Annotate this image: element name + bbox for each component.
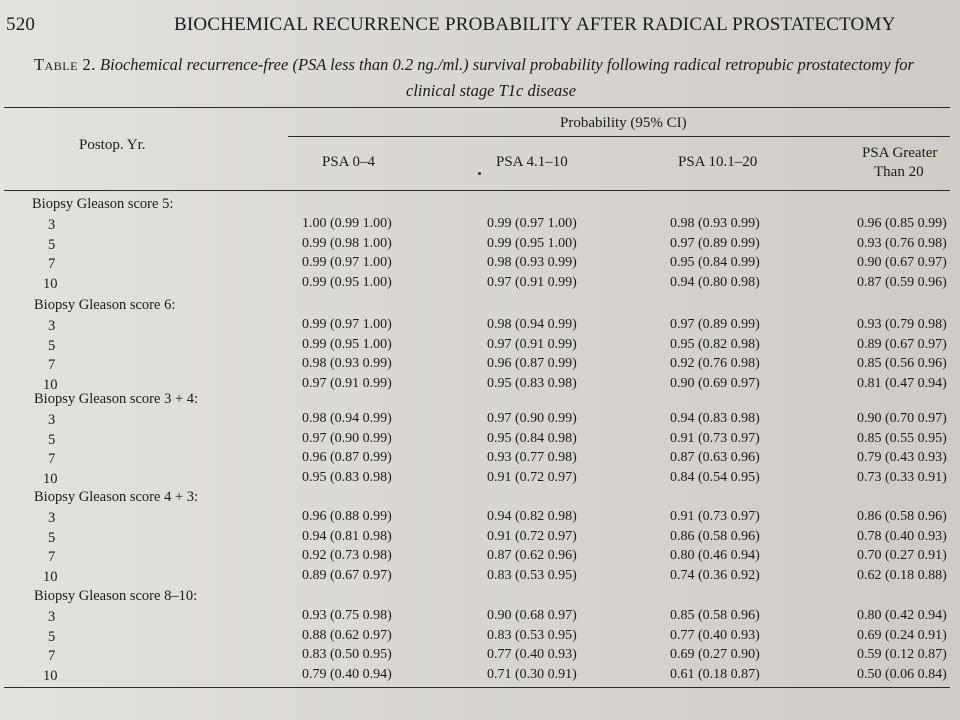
postop-year: 10 <box>43 667 58 684</box>
probability-cell: 0.93 (0.75 0.98) <box>302 608 392 623</box>
probability-cell: 0.97 (0.90 0.99) <box>487 411 577 426</box>
probability-cell: 0.85 (0.56 0.96) <box>857 356 947 371</box>
probability-cell: 0.99 (0.97 1.00) <box>302 317 392 332</box>
probability-cell: 0.97 (0.89 0.99) <box>670 317 760 332</box>
header-bottom-rule <box>4 190 950 191</box>
probability-cell: 0.88 (0.62 0.97) <box>302 627 392 643</box>
probability-cell: 0.90 (0.70 0.97) <box>857 411 947 426</box>
probability-cell: 0.78 (0.40 0.93) <box>857 528 947 544</box>
print-speck <box>478 172 481 175</box>
probability-cell: 0.69 (0.27 0.90) <box>670 647 760 662</box>
postop-year: 10 <box>43 568 58 585</box>
postop-year: 5 <box>48 236 56 253</box>
probability-cell: 0.92 (0.73 0.98) <box>302 548 392 563</box>
probability-cell: 0.69 (0.24 0.91) <box>857 627 947 643</box>
running-head <box>6 12 950 42</box>
probability-cell: 0.94 (0.81 0.98) <box>302 528 392 544</box>
probability-cell: 0.86 (0.58 0.96) <box>670 528 760 544</box>
probability-cell: 0.99 (0.98 1.00) <box>302 235 392 251</box>
probability-cell: 0.90 (0.68 0.97) <box>487 608 577 623</box>
group-label: Biopsy Gleason score 3 + 4: <box>34 391 199 407</box>
table-bottom-rule <box>4 687 950 688</box>
probability-cell: 0.99 (0.95 1.00) <box>302 336 392 352</box>
probability-cell: 0.50 (0.06 0.84) <box>857 666 947 682</box>
probability-cell: 0.96 (0.85 0.99) <box>857 216 947 231</box>
probability-cell: 0.93 (0.77 0.98) <box>487 450 577 465</box>
postop-year: 7 <box>48 256 56 272</box>
probability-cell: 0.80 (0.42 0.94) <box>857 608 947 623</box>
probability-cell: 0.84 (0.54 0.95) <box>670 469 760 485</box>
probability-cell: 0.95 (0.84 0.98) <box>487 430 577 446</box>
probability-cell: 1.00 (0.99 1.00) <box>302 216 392 231</box>
probability-cell: 0.83 (0.50 0.95) <box>302 647 392 662</box>
probability-cell: 0.89 (0.67 0.97) <box>857 336 947 352</box>
probability-cell: 0.99 (0.97 1.00) <box>302 255 392 270</box>
column-header-psa-over-20-line-2: Than 20 <box>874 164 924 180</box>
probability-cell: 0.96 (0.88 0.99) <box>302 509 392 524</box>
spanner-header: Probability (95% CI) <box>560 115 687 131</box>
probability-cell: 0.81 (0.47 0.94) <box>857 375 947 391</box>
probability-cell: 0.95 (0.83 0.98) <box>487 375 577 391</box>
probability-cell: 0.79 (0.43 0.93) <box>857 450 947 465</box>
probability-cell: 0.80 (0.46 0.94) <box>670 548 760 563</box>
postop-year: 5 <box>48 337 56 354</box>
probability-cell: 0.99 (0.95 1.00) <box>487 235 577 251</box>
probability-cell: 0.94 (0.82 0.98) <box>487 509 577 524</box>
probability-cell: 0.91 (0.72 0.97) <box>487 528 577 544</box>
probability-cell: 0.90 (0.67 0.97) <box>857 255 947 270</box>
probability-cell: 0.95 (0.82 0.98) <box>670 336 760 352</box>
probability-cell: 0.98 (0.93 0.99) <box>302 356 392 371</box>
probability-cell: 0.70 (0.27 0.91) <box>857 548 947 563</box>
probability-cell: 0.98 (0.94 0.99) <box>487 317 577 332</box>
probability-cell: 0.99 (0.95 1.00) <box>302 274 392 290</box>
page-number: 520 <box>6 14 36 35</box>
postop-year: 7 <box>48 648 56 664</box>
postop-year: 7 <box>48 549 56 565</box>
probability-cell: 0.90 (0.69 0.97) <box>670 375 760 391</box>
probability-cell: 0.79 (0.40 0.94) <box>302 666 392 682</box>
probability-cell: 0.95 (0.83 0.98) <box>302 469 392 485</box>
group-label: Biopsy Gleason score 6: <box>34 297 176 313</box>
postop-year: 3 <box>48 510 56 526</box>
postop-year: 5 <box>48 431 56 448</box>
postop-year: 10 <box>43 470 58 487</box>
probability-cell: 0.87 (0.59 0.96) <box>857 274 947 290</box>
probability-cell: 0.62 (0.18 0.88) <box>857 567 947 583</box>
probability-cell: 0.61 (0.18 0.87) <box>670 666 760 682</box>
probability-cell: 0.96 (0.87 0.99) <box>302 450 392 465</box>
probability-cell: 0.99 (0.97 1.00) <box>487 216 577 231</box>
postop-year: 3 <box>48 609 56 625</box>
postop-year: 7 <box>48 357 56 373</box>
probability-cell: 0.77 (0.40 0.93) <box>487 647 577 662</box>
probability-cell: 0.92 (0.76 0.98) <box>670 356 760 371</box>
column-header-psa-10-20: PSA 10.1–20 <box>678 154 758 170</box>
postop-year: 7 <box>48 451 56 467</box>
probability-cell: 0.91 (0.73 0.97) <box>670 509 760 524</box>
group-label: Biopsy Gleason score 4 + 3: <box>34 489 199 505</box>
probability-cell: 0.83 (0.53 0.95) <box>487 627 577 643</box>
group-label: Biopsy Gleason score 8–10: <box>34 588 198 604</box>
table-top-rule <box>4 107 950 108</box>
table-label: Table 2. <box>34 55 96 74</box>
probability-cell: 0.85 (0.55 0.95) <box>857 430 947 446</box>
probability-cell: 0.85 (0.58 0.96) <box>670 608 760 623</box>
column-header-psa-over-20: PSA Greater <box>862 145 938 161</box>
probability-cell: 0.77 (0.40 0.93) <box>670 627 760 643</box>
probability-cell: 0.89 (0.67 0.97) <box>302 567 392 583</box>
probability-cell: 0.98 (0.93 0.99) <box>670 216 760 231</box>
probability-cell: 0.59 (0.12 0.87) <box>857 647 947 662</box>
probability-cell: 0.93 (0.79 0.98) <box>857 317 947 332</box>
stub-header: Postop. Yr. <box>79 137 146 153</box>
postop-year: 5 <box>48 529 56 546</box>
caption-line-1: Biochemical recurrence-free (PSA less than 0.2 ng./ml.) survival probability following radical retropubic prostatectomy for <box>100 55 914 74</box>
probability-cell: 0.83 (0.53 0.95) <box>487 567 577 583</box>
probability-cell: 0.94 (0.83 0.98) <box>670 411 760 426</box>
postop-year: 10 <box>43 376 58 393</box>
probability-cell: 0.87 (0.63 0.96) <box>670 450 760 465</box>
postop-year: 3 <box>48 412 56 428</box>
probability-cell: 0.96 (0.87 0.99) <box>487 356 577 371</box>
probability-cell: 0.91 (0.72 0.97) <box>487 469 577 485</box>
probability-cell: 0.97 (0.90 0.99) <box>302 430 392 446</box>
probability-cell: 0.97 (0.91 0.99) <box>487 336 577 352</box>
table-caption <box>34 52 954 104</box>
caption-line-2: clinical stage T1c disease <box>406 81 577 100</box>
probability-cell: 0.98 (0.94 0.99) <box>302 411 392 426</box>
journal-header: BIOCHEMICAL RECURRENCE PROBABILITY AFTER RADICAL PROSTATECTOMY <box>174 14 896 35</box>
group-label: Biopsy Gleason score 5: <box>32 196 174 212</box>
probability-cell: 0.86 (0.58 0.96) <box>857 509 947 524</box>
probability-cell: 0.87 (0.62 0.96) <box>487 548 577 563</box>
column-header-psa-4-10: PSA 4.1–10 <box>496 154 568 170</box>
probability-cell: 0.97 (0.91 0.99) <box>302 375 392 391</box>
probability-cell: 0.73 (0.33 0.91) <box>857 469 947 485</box>
probability-cell: 0.98 (0.93 0.99) <box>487 255 577 270</box>
probability-cell: 0.71 (0.30 0.91) <box>487 666 577 682</box>
postop-year: 10 <box>43 275 58 292</box>
column-header-psa-0-4: PSA 0–4 <box>322 154 375 170</box>
probability-cell: 0.97 (0.89 0.99) <box>670 235 760 251</box>
probability-cell: 0.95 (0.84 0.99) <box>670 255 760 270</box>
postop-year: 5 <box>48 628 56 645</box>
probability-cell: 0.91 (0.73 0.97) <box>670 430 760 446</box>
postop-year: 3 <box>48 217 56 233</box>
probability-cell: 0.74 (0.36 0.92) <box>670 567 760 583</box>
probability-cell: 0.94 (0.80 0.98) <box>670 274 760 290</box>
postop-year: 3 <box>48 318 56 334</box>
probability-cell: 0.93 (0.76 0.98) <box>857 235 947 251</box>
probability-cell: 0.97 (0.91 0.99) <box>487 274 577 290</box>
spanner-rule <box>288 136 950 137</box>
